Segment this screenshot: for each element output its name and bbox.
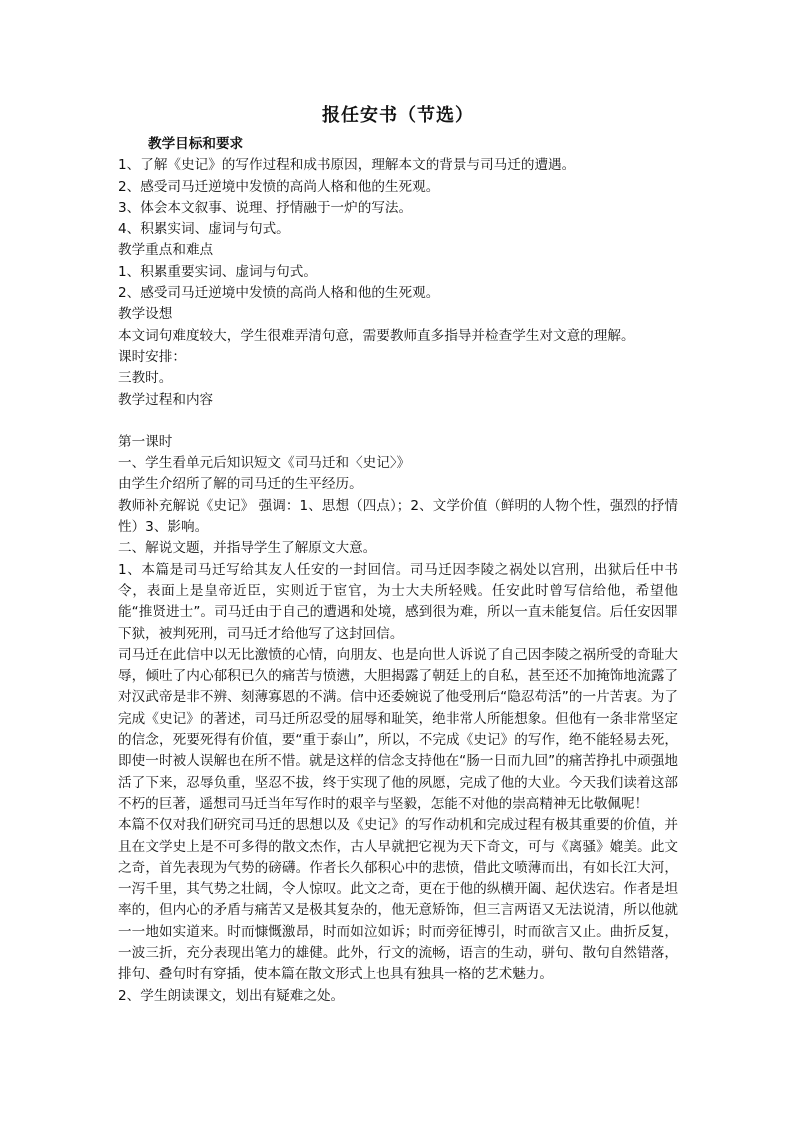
schedule-heading: 课时安排： xyxy=(118,348,186,365)
document-title: 报任安书（节选） xyxy=(322,105,474,126)
lesson1-paragraph: 二、解说文题，并指导学生了解原文大意。 xyxy=(118,540,377,557)
goal-item: 2、感受司马迁逆境中发愤的高尚人格和他的生死观。 xyxy=(118,178,440,195)
key-point-item: 2、感受司马迁逆境中发愤的高尚人格和他的生死观。 xyxy=(118,285,440,302)
goal-item: 4、积累实词、虚词与句式。 xyxy=(118,221,290,238)
lesson1-paragraph: 教师补充解说《史记》 强调：1、思想（四点）；2、文学价值（鲜明的人物个性，强烈的抒情性）3、影响。 xyxy=(118,497,678,536)
blank-line xyxy=(118,411,678,432)
lesson1-paragraph: 司马迁在此信中以无比激愤的心情，向朋友、也是向世人诉说了自己因李陵之祸所受的奇耻大辱，倾吐了内心郁积已久的痛苦与愤懑，大胆揭露了朝廷上的自私，甚至还不加掩饰地流露了对汉武帝是非不辨、刻薄寡恩的不满。信中还委婉说了他受刑后“隐忍苟活”的一片苦衷。为了完成《史记》的著述，司马迁所忍受的屈辱和耻笑，绝非常人所能想象。但他有一条非常坚定的信念，死要死得有价值，要“重于泰山”，所以，不完成《史记》的写作，绝不能轻易去死，即使一时被人误解也在所不惜。就是这样的信念支持他在“肠一日而九回”的痛苦挣扎中顽强地活了下来，忍辱负重，坚忍不拔，终于实现了他的夙愿，完成了他的大业。今天我们读着这部不朽的巨著，遥想司马迁当年写作时的艰辛与坚毅，怎能不对他的崇高精神无比敬佩呢！ xyxy=(118,646,678,812)
goal-item: 3、体会本文叙事、说理、抒情融于一炉的写法。 xyxy=(118,199,413,216)
key-points-heading: 教学重点和难点 xyxy=(118,242,214,259)
lesson1-paragraph: 2、学生朗读课文，划出有疑难之处。 xyxy=(118,987,345,1004)
lesson1-paragraph: 本篇不仅对我们研究司马迁的思想以及《史记》的写作动机和完成过程有极其重要的价值，并且在文学史上是不可多得的散文杰作，古人早就把它视为天下奇文，可与《离骚》媲美。此文之奇，首先表现为气势的磅礴。作者长久郁积心中的悲愤，借此文喷薄而出，有如长江大河，一泻千里，其气势之壮阔，令人惊叹。此文之奇，更在于他的纵横开阖、起伏迭宕。作者是坦率的，但内心的矛盾与痛苦又是极其复杂的，他无意矫饰，但三言两语又无法说清，所以他就一一地如实道来。时而慷慨激昂，时而如泣如诉；时而旁征博引，时而欲言又止。曲折反复，一波三折，充分表现出笔力的雄健。此外，行文的流畅，语言的生动，骈句、散句自然错落，排句、叠句时有穿插，使本篇在散文形式上也具有独具一格的艺术魅力。 xyxy=(118,817,678,983)
lesson1-paragraph: 一、学生看单元后知识短文《司马迁和〈史记〉》 xyxy=(118,455,411,472)
design-heading: 教学设想 xyxy=(118,306,173,323)
schedule-text: 三教时。 xyxy=(118,370,173,387)
key-point-item: 1、积累重要实词、虚词与句式。 xyxy=(118,263,317,280)
design-text: 本文词句难度较大，学生很难弄清句意，需要教师直多指导并检查学生对文意的理解。 xyxy=(118,327,635,344)
goal-item: 1、了解《史记》的写作过程和成书原因，理解本文的背景与司马迁的遭遇。 xyxy=(118,157,576,174)
lesson1-paragraph: 1、本篇是司马迁写给其友人任安的一封回信。司马迁因李陵之祸处以宫刑，出狱后任中书令，表面上是皇帝近臣，实则近于宦官，为士大夫所轻贱。任安此时曾写信给他，希望他能“推贤进士”。司马迁由于自己的遭遇和处境，感到很为难，所以一直未能复信。后任安因罪下狱，被判死刑，司马迁才给他写了这封回信。 xyxy=(118,561,678,642)
lesson1-paragraph: 由学生介绍所了解的司马迁的生平经历。 xyxy=(118,476,363,493)
lesson1-heading: 第一课时 xyxy=(118,433,173,450)
process-heading: 教学过程和内容 xyxy=(118,391,214,408)
goals-heading: 教学目标和要求 xyxy=(148,136,244,152)
